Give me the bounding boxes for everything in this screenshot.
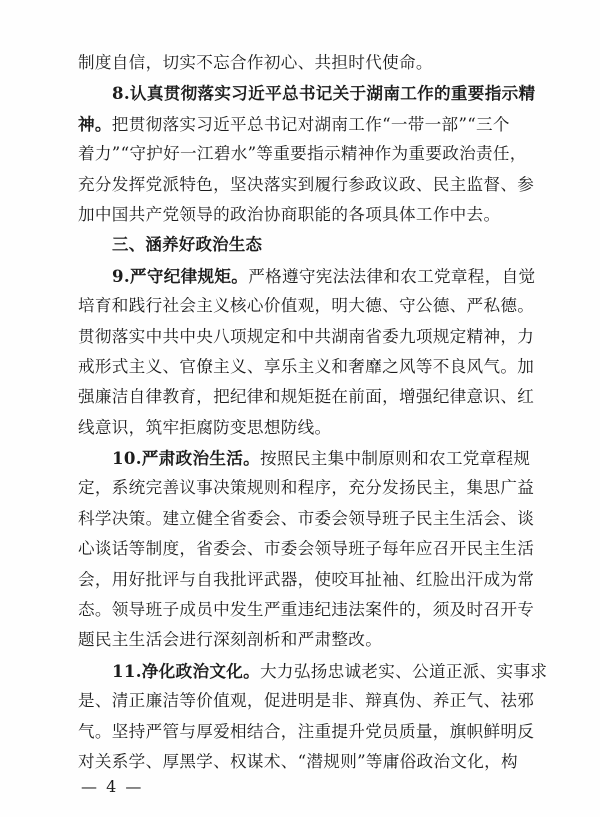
body-text-line: 科学决策。建立健全省委会、市委会领导班子民主生活会、谈 xyxy=(78,508,535,528)
section-8-title: 8.认真贯彻落实习近平总书记关于湖南工作的重要指示精 xyxy=(112,83,536,104)
body-text-line: 气。坚持严管与厚爱相结合，注重提升党员质量，旗帜鲜明反 xyxy=(78,721,535,741)
body-text-line: 制度自信，切实不忘合作初心、共担时代使命。 xyxy=(78,53,433,72)
body-text-line: 态。领导班子成员中发生严重违纪违法案件的，须及时召开专 xyxy=(78,600,535,620)
body-text-line: 线意识，筑牢拒腐防变思想防线。 xyxy=(78,417,332,437)
body-text-line: 充分发挥党派特色，坚决落实到履行参政议政、民主监督、参 xyxy=(78,174,535,194)
page-number: — 4 — xyxy=(81,777,144,796)
body-text-line: 是、清正廉洁等价值观，促进明是非、辩真伪、养正气、祛邪 xyxy=(78,691,535,711)
section-10-title: 10.严肃政治生活。 xyxy=(112,448,261,469)
body-text-line xyxy=(78,443,548,473)
section-heading-3: 三、涵养好政治生态 xyxy=(112,235,263,255)
body-text-line: 定，系统完善议事决策规则和程序，充分发扬民主，集思广益 xyxy=(78,478,535,498)
section-11-text: 大力弘扬忠诚老实、公道正派、实事求 xyxy=(260,661,548,681)
section-8-text: 把贯彻落实习近平总书记对湖南工作“一带一部”“三个 xyxy=(111,114,510,134)
body-text-line: 对关系学、厚黑学、权谋术、“潜规则”等庸俗政治文化，构 xyxy=(78,751,518,771)
body-text-line: 强廉洁自律教育，把纪律和规矩挺在前面，增强纪律意识、红 xyxy=(78,387,535,407)
body-text-line xyxy=(78,109,548,139)
document-body xyxy=(78,48,548,777)
body-text-line: 贯彻落实中共中央八项规定和中共湖南省委九项规定精神，力 xyxy=(78,326,535,346)
section-9-text: 严格遵守宪法法律和农工党章程，自觉 xyxy=(248,266,536,286)
body-text-line xyxy=(78,261,548,291)
body-text-line: 会，用好批评与自我批评武器，使咬耳扯袖、红脸出汗成为常 xyxy=(78,569,535,589)
section-8-title-cont: 神。 xyxy=(78,113,112,134)
body-text-line: 着力”“守护好一江碧水”等重要指示精神作为重要政治责任， xyxy=(78,144,527,164)
body-text-line: 题民主生活会进行深刻剖析和严肃整改。 xyxy=(78,630,383,650)
section-9-title: 9.严守纪律规矩。 xyxy=(112,265,249,286)
section-11-title: 11.净化政治文化。 xyxy=(112,660,261,681)
body-text-line: 心谈话等制度，省委会、市委会领导班子每年应召开民主生活 xyxy=(78,539,535,559)
body-text-line: 加中国共产党领导的政治协商职能的各项具体工作中去。 xyxy=(78,204,501,224)
section-10-text: 按照民主集中制原则和农工党章程规 xyxy=(260,449,531,469)
body-text-line: 培育和践行社会主义核心价值观，明大德、守公德、严私德。 xyxy=(78,296,535,316)
body-text-line xyxy=(78,656,548,686)
body-text-line: 戒形式主义、官僚主义、享乐主义和奢靡之风等不良风气。加 xyxy=(78,356,535,376)
